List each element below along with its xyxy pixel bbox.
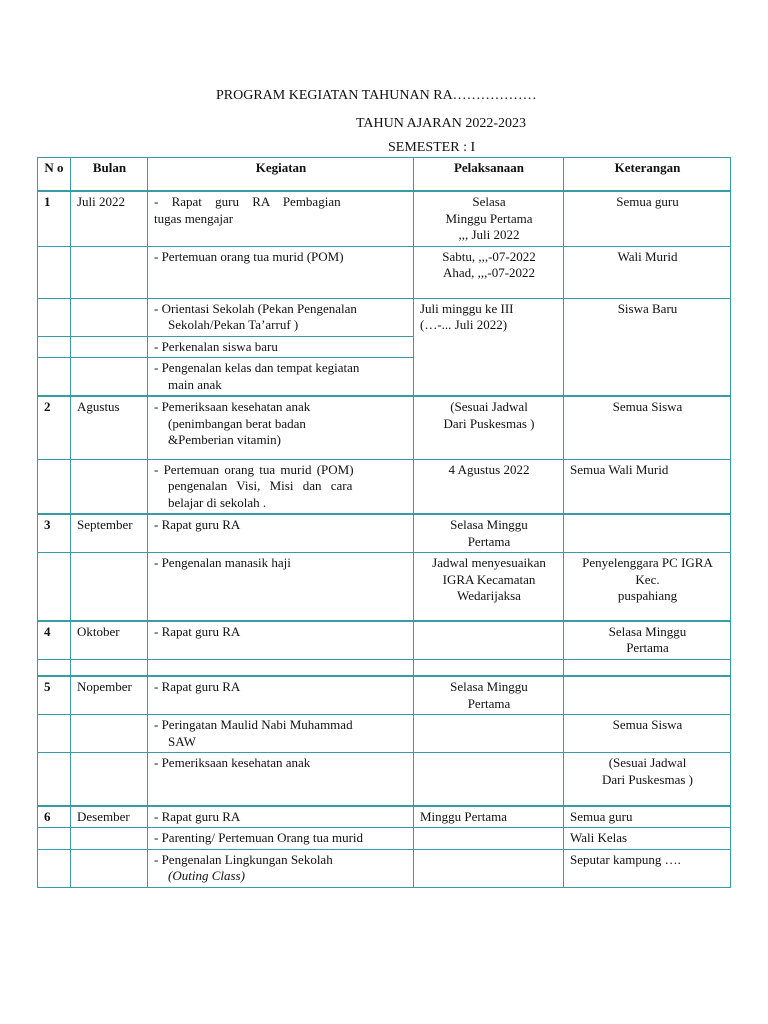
schedule-cell [414,246,564,298]
activity-text: pengenalan Visi, Misi dan cara [168,478,353,493]
row-no: 5 [38,676,71,715]
note-text: Kec. [635,571,660,587]
activity-cell [148,715,414,753]
semester-label: SEMESTER : I [388,140,476,155]
row-no: 2 [38,396,71,459]
note-cell [564,553,731,621]
header-no: N o [38,158,71,192]
note-text: (Sesuai Jadwal [608,755,687,770]
table-row [38,659,731,676]
table-header-row [38,158,731,192]
row-month: September [71,514,148,553]
row-no: 1 [38,191,71,246]
schedule-text: Jadwal menyesuaikan [432,555,546,570]
document-title: PROGRAM KEGIATAN TAHUNAN RA……………… [216,88,537,103]
activity-text: tugas mengajar [154,210,234,226]
note-text: Dari Puskesmas ) [602,771,693,787]
table-row [38,298,731,336]
schedule-text: IGRA Kecamatan [442,571,536,587]
note-text: Selasa Minggu [608,623,687,639]
activity-cell [148,849,414,887]
note-cell: Semua Siswa [564,715,731,753]
activity-text: &Pemberian vitamin) [168,432,282,447]
header-keterangan: Keterangan [564,158,731,192]
table-row [38,621,731,660]
table-row [38,553,731,621]
note-cell: Semua guru [564,191,731,246]
row-month: Juli 2022 [71,191,148,246]
table-row [38,849,731,887]
table-row [38,828,731,850]
note-text: Pertama [626,640,669,655]
activity-text: - Pengenalan Lingkungan Sekolah [154,851,333,867]
activity-cell: - Pertemuan orang tua murid (POM) [148,246,414,298]
header-pelaksanaan: Pelaksanaan [414,158,564,192]
schedule-text: (…-... Juli 2022) [420,317,508,332]
table-row [38,459,731,514]
schedule-text: ,,, Juli 2022 [458,227,520,242]
schedule-text: Ahad, ,,,-07-2022 [442,265,536,280]
schedule-cell [414,298,564,396]
activity-text: (Outing Class) [168,868,245,883]
activity-text: Sekolah/Pekan Ta’arruf ) [168,317,299,332]
activity-cell [148,191,414,246]
activity-cell: - Pengenalan manasik haji [148,553,414,621]
activity-cell: - Parenting/ Pertemuan Orang tua murid [148,828,414,850]
activity-cell: - Perkenalan siswa baru [148,336,414,358]
table-row [38,806,731,828]
row-no: 6 [38,806,71,828]
table-row [38,715,731,753]
activity-text: - Pertemuan orang tua murid (POM) [154,461,354,477]
schedule-text: (Sesuai Jadwal [450,399,528,414]
note-cell: Semua Siswa [564,396,731,459]
schedule-text: Wedarijaksa [457,588,521,603]
schedule-text: Selasa Minggu [450,517,528,532]
row-month: Agustus [71,396,148,459]
schedule-text: Minggu Pertama [445,210,533,226]
row-no: 4 [38,621,71,660]
activity-cell: - Rapat guru RA [148,676,414,715]
header-kegiatan: Kegiatan [148,158,414,192]
table-row [38,246,731,298]
table-row [38,514,731,553]
row-month: Desember [71,806,148,828]
activity-text: - Pemeriksaan kesehatan anak [154,399,311,414]
activity-text: - Pengenalan kelas dan tempat kegiatan [154,360,360,375]
schedule-cell [414,553,564,621]
note-cell: Semua Wali Murid [564,459,731,514]
row-month: Nopember [71,676,148,715]
activity-cell: - Rapat guru RA [148,806,414,828]
table-row [38,191,731,246]
note-text: Penyelenggara PC IGRA [582,555,713,570]
note-cell: Semua guru [564,806,731,828]
note-cell: Wali Murid [564,246,731,298]
schedule-cell [414,396,564,459]
table-row [38,676,731,715]
activity-text: (penimbangan berat badan [168,415,306,431]
schedule-text: Pertama [467,533,511,549]
schedule-text: Pertama [467,695,511,711]
activity-text: SAW [168,733,196,749]
schedule-cell [414,191,564,246]
academic-year: TAHUN AJARAN 2022-2023 [356,116,526,131]
activity-cell: - Rapat guru RA [148,621,414,660]
schedule-cell [414,514,564,553]
schedule-cell [414,676,564,715]
row-month: Oktober [71,621,148,660]
activity-text: - Orientasi Sekolah (Pekan Pengenalan [154,300,357,316]
schedule-text: Sabtu, ,,,-07-2022 [442,248,536,264]
activity-cell [148,459,414,514]
schedule-text: Juli minggu ke III [420,300,514,316]
schedule-text: Dari Puskesmas ) [443,415,535,431]
schedule-text: Selasa [472,194,506,209]
activity-cell [148,396,414,459]
program-table [37,157,731,888]
activity-cell: - Rapat guru RA [148,514,414,553]
note-cell: Wali Kelas [564,828,731,850]
note-cell [564,621,731,660]
activity-text: - Peringatan Maulid Nabi Muhammad [154,717,353,732]
activity-text: - Rapat guru RA Pembagian [154,194,341,209]
schedule-cell: 4 Agustus 2022 [414,459,564,514]
note-cell: Seputar kampung …. [564,849,731,887]
activity-text: main anak [168,376,222,392]
schedule-text: Selasa Minggu [450,679,528,694]
table-row [38,753,731,806]
row-no: 3 [38,514,71,553]
note-cell: Siswa Baru [564,298,731,396]
header-bulan: Bulan [71,158,148,192]
activity-cell [148,358,414,397]
activity-cell: - Pemeriksaan kesehatan anak [148,753,414,806]
activity-cell [148,298,414,336]
schedule-cell: Minggu Pertama [414,806,564,828]
note-text: puspahiang [617,588,678,603]
table-row [38,396,731,459]
note-cell [564,753,731,806]
activity-text: belajar di sekolah . [168,494,267,510]
